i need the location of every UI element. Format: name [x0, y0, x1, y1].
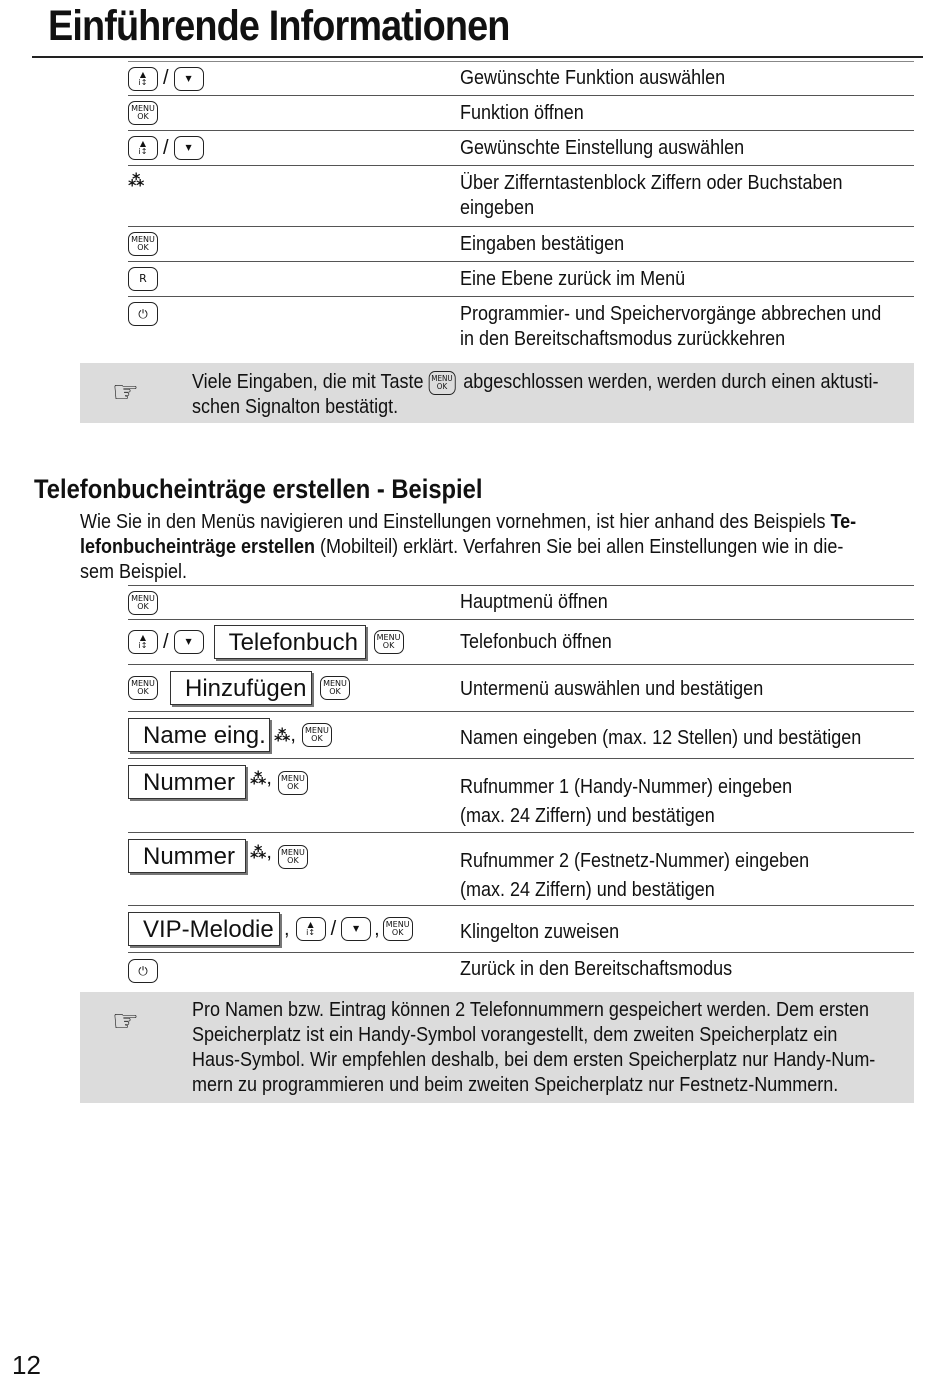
up-key-icon: ▲ i↕: [128, 630, 158, 654]
row-description: Telefonbuch öffnen: [460, 631, 612, 653]
separator-comma: ,: [266, 841, 272, 863]
separator-slash: /: [163, 67, 169, 89]
display-nummer-2: Nummer: [128, 839, 246, 873]
keypad-icon: ⁂: [250, 843, 265, 862]
menu-ok-key-icon: MENU OK: [429, 371, 456, 395]
menu-ok-key-icon: MENU OK: [320, 676, 350, 700]
end-call-key-icon: ⏻: [128, 959, 158, 983]
table-row: [128, 586, 914, 620]
table-row: [128, 166, 914, 227]
menu-ok-key-icon: MENU OK: [128, 232, 158, 256]
keypad-icon: ⁂: [250, 769, 265, 788]
row-description: Untermenü auswählen und bestätigen: [460, 678, 764, 700]
row-description: Über Zifferntastenblock Ziffern oder Buchstaben eingeben: [460, 172, 843, 219]
up-key-icon: ▲ i↕: [128, 67, 158, 91]
display-nummer-1: Nummer: [128, 765, 246, 799]
page-number: 12: [12, 1350, 41, 1380]
row-description: Gewünschte Funktion auswählen: [460, 67, 726, 89]
menu-ok-key-icon: MENU OK: [278, 771, 308, 795]
up-key-icon: ▲ i↕: [128, 136, 158, 160]
menu-ok-key-icon: MENU OK: [278, 845, 308, 869]
row-description: Zurück in den Bereitschaftsmodus: [460, 958, 733, 980]
keypad-icon: ⁂: [274, 725, 289, 745]
menu-ok-key-icon: MENU OK: [302, 723, 332, 747]
down-key-icon: ▼: [341, 917, 371, 941]
table-row: [128, 833, 914, 906]
row-description: Gewünschte Einstellung auswählen: [460, 137, 745, 159]
table-row: [128, 620, 914, 665]
separator-slash: /: [163, 136, 169, 159]
end-call-key-icon: ⏻: [128, 302, 158, 326]
key-function-table: [128, 62, 914, 358]
menu-ok-key-icon: MENU OK: [374, 630, 404, 654]
down-key-icon: ▼: [174, 630, 204, 654]
row-description: Namen eingeben (max. 12 Stellen) und bestätigen: [460, 727, 862, 749]
row-description: Programmier- und Speichervorgänge abbrechen und in den Bereitschaftsmodus zurückkehren: [460, 303, 882, 350]
table-row: [128, 131, 914, 166]
example-steps-table: [128, 585, 914, 989]
menu-ok-key-icon: MENU OK: [128, 101, 158, 125]
note-text: Pro Namen bzw. Eintrag können 2 Telefonnummern gespeichert werden. Dem ersten Speicherplatz ist ein Handy-Symbol vorangestellt, dem zweiten Speicherplatz ein Haus-Symbol. Wir empfehlen deshalb, bei dem ersten Speicherplatz nur Handy-Num- mern zu programmieren und beim zweiten Speicherplatz nur Festnetz-Nummern.: [192, 999, 876, 1096]
row-description: Rufnummer 1 (Handy-Nummer) eingeben (max. 24 Ziffern) und bestätigen: [460, 776, 793, 827]
menu-ok-key-icon: MENU OK: [383, 917, 413, 941]
row-description: Eine Ebene zurück im Menü: [460, 268, 686, 290]
page-title: Einführende Informationen: [48, 2, 510, 50]
r-key-icon: R: [128, 267, 158, 291]
display-telefonbuch: Telefonbuch: [214, 625, 366, 659]
menu-ok-key-icon: MENU OK: [128, 591, 158, 615]
row-description: Hauptmenü öffnen: [460, 591, 608, 613]
pointing-hand-icon: ☞: [112, 1005, 139, 1038]
up-key-icon: ▲ i↕: [296, 917, 326, 941]
info-note: [80, 992, 914, 1103]
separator-slash: /: [330, 917, 337, 940]
row-description: Eingaben bestätigen: [460, 233, 625, 255]
table-row: [128, 953, 914, 989]
display-name-eingeben: Name eing.: [128, 718, 270, 752]
keypad-icon: ⁂: [128, 171, 143, 190]
intro-paragraph: Wie Sie in den Menüs navigieren und Einstellungen vornehmen, ist hier anhand des Beispiels Te- lefonbucheinträge erstellen (Mobilteil) erklärt. Verfahren Sie bei allen Einstellungen wie in die- sem Beispiel.: [80, 511, 857, 583]
separator-comma: ,: [284, 917, 290, 940]
row-description: Rufnummer 2 (Festnetz-Nummer) eingeben (max. 24 Ziffern) und bestätigen: [460, 850, 810, 901]
row-description: Funktion öffnen: [460, 102, 584, 124]
table-row: [128, 227, 914, 262]
down-key-icon: ▼: [174, 67, 204, 91]
separator-comma: ,: [290, 723, 296, 746]
separator-slash: /: [163, 630, 169, 653]
table-row: [128, 297, 914, 358]
info-note: [80, 363, 914, 423]
section-title: Telefonbucheinträge erstellen - Beispiel: [34, 474, 483, 504]
display-vip-melodie: VIP-Melodie: [128, 912, 280, 946]
menu-ok-key-icon: MENU OK: [128, 676, 158, 700]
table-row: [128, 906, 914, 953]
table-row: [128, 712, 914, 759]
separator-comma: ,: [266, 767, 272, 789]
note-text: Viele Eingaben, die mit Taste MENU OK abgeschlossen werden, werden durch einen aktusti- schen Signalton bestätigt.: [192, 371, 879, 418]
separator-comma: ,: [374, 917, 380, 940]
row-description: Klingelton zuweisen: [460, 921, 620, 943]
table-row: [128, 759, 914, 833]
table-row: [128, 62, 914, 96]
table-row: [128, 96, 914, 131]
display-hinzufuegen: Hinzufügen: [170, 671, 312, 705]
pointing-hand-icon: ☞: [112, 376, 139, 409]
table-row: [128, 665, 914, 712]
down-key-icon: ▼: [174, 136, 204, 160]
table-row: [128, 262, 914, 297]
title-rule: [32, 56, 923, 58]
